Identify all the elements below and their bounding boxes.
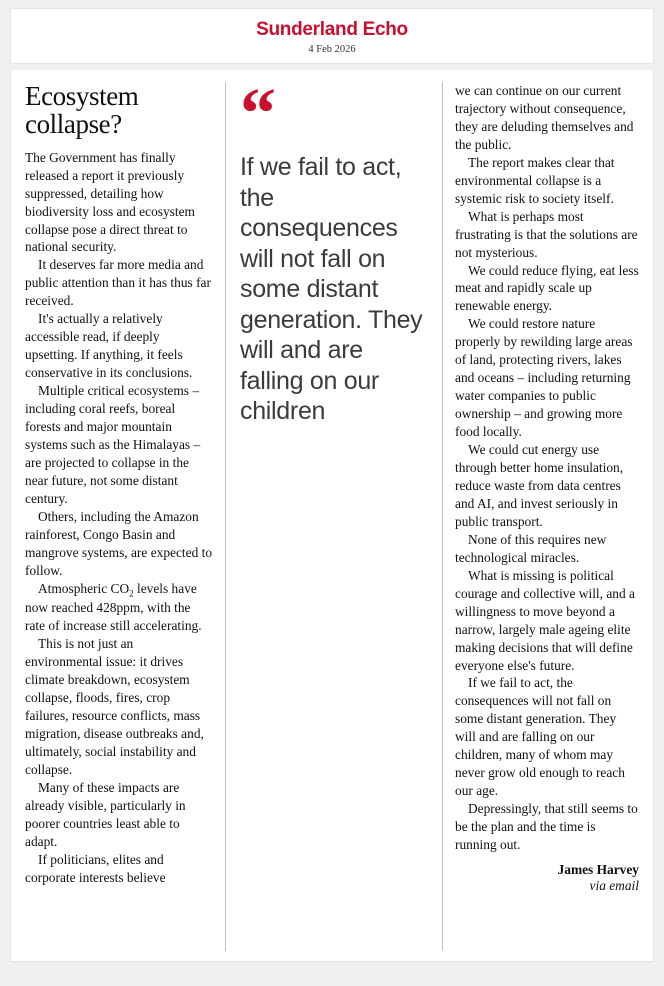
publication-title: Sunderland Echo (256, 19, 408, 40)
quotation-mark-icon: “ (240, 73, 272, 153)
paragraph: What is perhaps most frustrating is that the solutions are not mysterious. (455, 208, 638, 260)
paragraph: We could reduce flying, eat less meat and rapidly scale up renewable energy. (455, 262, 639, 314)
pull-quote: If we fail to act, the consequences will not fall on some distant generation. They will and are falling on our children (240, 153, 423, 425)
paragraph: we can continue on our current trajectory without consequence, they are deluding themselves and the public. (455, 83, 634, 152)
paragraph: It's actually a relatively accessible read, if deeply upsetting. If anything, it feels conservative in its conclusions. (25, 311, 193, 381)
article-body-left (25, 149, 213, 887)
column-middle (225, 73, 443, 951)
paragraph: If we fail to act, the consequences will not fall on some distant generation. They will and are falling on our children, many of whom may never grow old enough to reach our age. (455, 675, 625, 799)
paragraph: Others, including the Amazon rainforest, Congo Basin and mangrove systems, are expected to follow. (25, 508, 213, 578)
article-sheet (10, 70, 654, 962)
column-right (443, 82, 639, 951)
article-body-right (455, 82, 639, 854)
paragraph: None of this requires new technological miracles. (455, 531, 607, 565)
paragraph: Atmospheric $CO_2$ levels have now reached 428ppm, with the rate of increase still accelerating. (25, 580, 202, 634)
publication-date: 4 Feb 2026 (308, 44, 356, 55)
paragraph: If politicians, elites and corporate interests believe (25, 851, 166, 885)
article-signoff (455, 862, 639, 894)
paragraph: The report makes clear that environmental collapse is a systemic risk to society itself. (455, 154, 615, 206)
paragraph: What is missing is political courage and collective will, and a willingness to move beyond a narrow, largely male ageing elite making decisions that will define everyone else's future. (455, 567, 635, 673)
paragraph: Many of these impacts are already visible, particularly in poorer countries least able to adapt. (25, 779, 186, 849)
paragraph: Depressingly, that still seems to be the plan and the time is running out. (455, 801, 638, 853)
paragraph: The Government has finally released a report it previously suppressed, detailing how biodiversity loss and ecosystem collapse pose a direct threat to national security. (25, 149, 195, 255)
author-source: via email (589, 877, 639, 893)
page-title: Ecosystem collapse? (25, 81, 139, 140)
paragraph: We could cut energy use through better home insulation, reduce waste from data centres and AI, and invest seriously in public transport. (455, 442, 624, 529)
paragraph: This is not just an environmental issue: it drives climate breakdown, ecosystem collapse, floods, fires, crop failures, resource conflicts, mass migration, disease outbreaks and, ultimately, social instability and collapse. (25, 636, 204, 777)
paragraph: It deserves far more media and public attention than it has thus far received. (25, 257, 211, 309)
paragraph: We could restore nature properly by rewilding large areas of land, protecting rivers, lakes and oceans – including returning water companies to public ownership – and growing more food locally. (455, 316, 633, 440)
author-name: James Harvey (557, 861, 639, 877)
masthead (10, 8, 654, 64)
paragraph: Multiple critical ecosystems – including coral reefs, boreal forests and major mountain systems such as the Himalayas – are projected to collapse in the near future, not some distant century. (25, 383, 201, 506)
column-left (25, 82, 225, 951)
